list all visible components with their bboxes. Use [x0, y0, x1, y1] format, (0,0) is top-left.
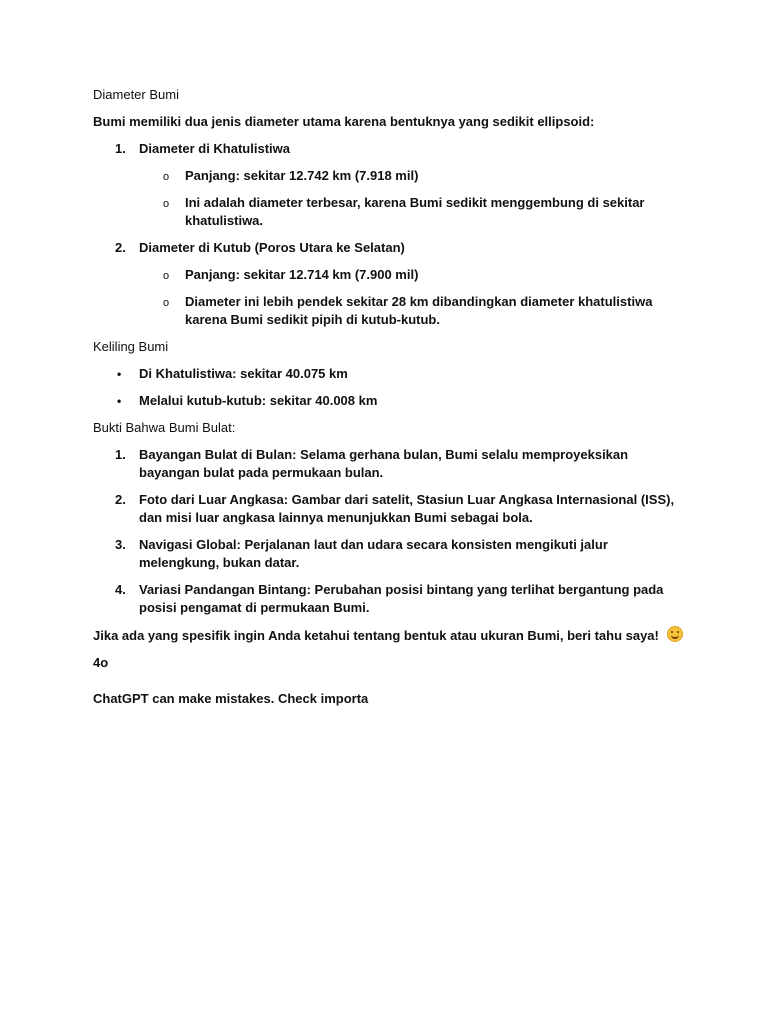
list-item: [93, 365, 683, 383]
hollow-circle-bullet-icon: o: [163, 270, 170, 282]
bukti-text: Foto dari Luar Angkasa: Gambar dari satelit, Stasiun Luar Angkasa Internasional (ISS), dan misi luar angkasa lainnya menunjukkan Bumi sebagai bola.: [139, 492, 675, 525]
list-item: [139, 194, 683, 230]
keliling-text: Melalui kutub-kutub: sekitar 40.008 km: [139, 393, 378, 408]
bullet-icon: •: [117, 394, 122, 408]
list-number: 1.: [115, 447, 126, 462]
hollow-circle-bullet-icon: o: [163, 198, 170, 210]
spacer: [93, 672, 683, 690]
intro-text: Bumi memiliki dua jenis diameter utama karena bentuknya yang sedikit ellipsoid:: [93, 114, 595, 129]
list-number: 3.: [115, 537, 126, 552]
heading-keliling: Keliling Bumi: [93, 339, 169, 354]
diameter-list: [93, 140, 683, 329]
list-item: [139, 293, 683, 329]
list-item: [93, 392, 683, 410]
list-number: 1.: [115, 141, 126, 156]
keliling-text: Di Khatulistiwa: sekitar 40.075 km: [139, 366, 348, 381]
heading-bukti: Bukti Bahwa Bumi Bulat:: [93, 420, 236, 435]
disclaimer-text: ChatGPT can make mistakes. Check importa: [93, 691, 369, 706]
heading-diameter: Diameter Bumi: [93, 87, 179, 102]
diameter-title: Diameter di Khatulistiwa: [139, 141, 290, 156]
diameter-sublist: [139, 266, 683, 329]
keliling-list: [93, 365, 683, 410]
diameter-title: Diameter di Kutub (Poros Utara ke Selatan): [139, 240, 405, 255]
diameter-item-poles: [93, 239, 683, 329]
list-item: [93, 446, 683, 482]
bukti-list: [93, 446, 683, 617]
bullet-icon: •: [117, 367, 122, 381]
closing-paragraph: [93, 626, 683, 645]
hollow-circle-bullet-icon: o: [163, 171, 170, 183]
list-number: 2.: [115, 492, 126, 507]
sub-point-text: Diameter ini lebih pendek sekitar 28 km dibandingkan diameter khatulistiwa karena Bumi sedikit pipih di kutub-kutub.: [185, 294, 653, 327]
bukti-text: Navigasi Global: Perjalanan laut dan udara secara konsisten mengikuti jalur melengkung, bukan datar.: [139, 537, 608, 570]
model-label: 4o: [93, 655, 109, 670]
diameter-item-equator: [93, 140, 683, 230]
sub-point-text: Panjang: sekitar 12.714 km (7.900 mil): [185, 267, 419, 282]
diameter-sublist: [139, 167, 683, 230]
hollow-circle-bullet-icon: o: [163, 297, 170, 309]
bukti-text: Bayangan Bulat di Bulan: Selama gerhana bulan, Bumi selalu memproyeksikan bayangan bulat pada permukaan bulan.: [139, 447, 629, 480]
sub-point-text: Ini adalah diameter terbesar, karena Bumi sedikit menggembung di sekitar khatulistiwa.: [185, 195, 645, 228]
document-page: [93, 86, 683, 708]
smiling-face-icon: [667, 626, 683, 642]
bukti-text: Variasi Pandangan Bintang: Perubahan posisi bintang yang terlihat bergantung pada posisi pengamat di permukaan Bumi.: [139, 582, 664, 615]
sub-point-text: Panjang: sekitar 12.742 km (7.918 mil): [185, 168, 419, 183]
list-item: [93, 491, 683, 527]
list-item: [93, 536, 683, 572]
list-number: 4.: [115, 582, 126, 597]
list-item: [139, 167, 683, 185]
list-item: [139, 266, 683, 284]
closing-text: Jika ada yang spesifik ingin Anda ketahui tentang bentuk atau ukuran Bumi, beri tahu saya!: [93, 628, 659, 643]
list-number: 2.: [115, 240, 126, 255]
list-item: [93, 581, 683, 617]
